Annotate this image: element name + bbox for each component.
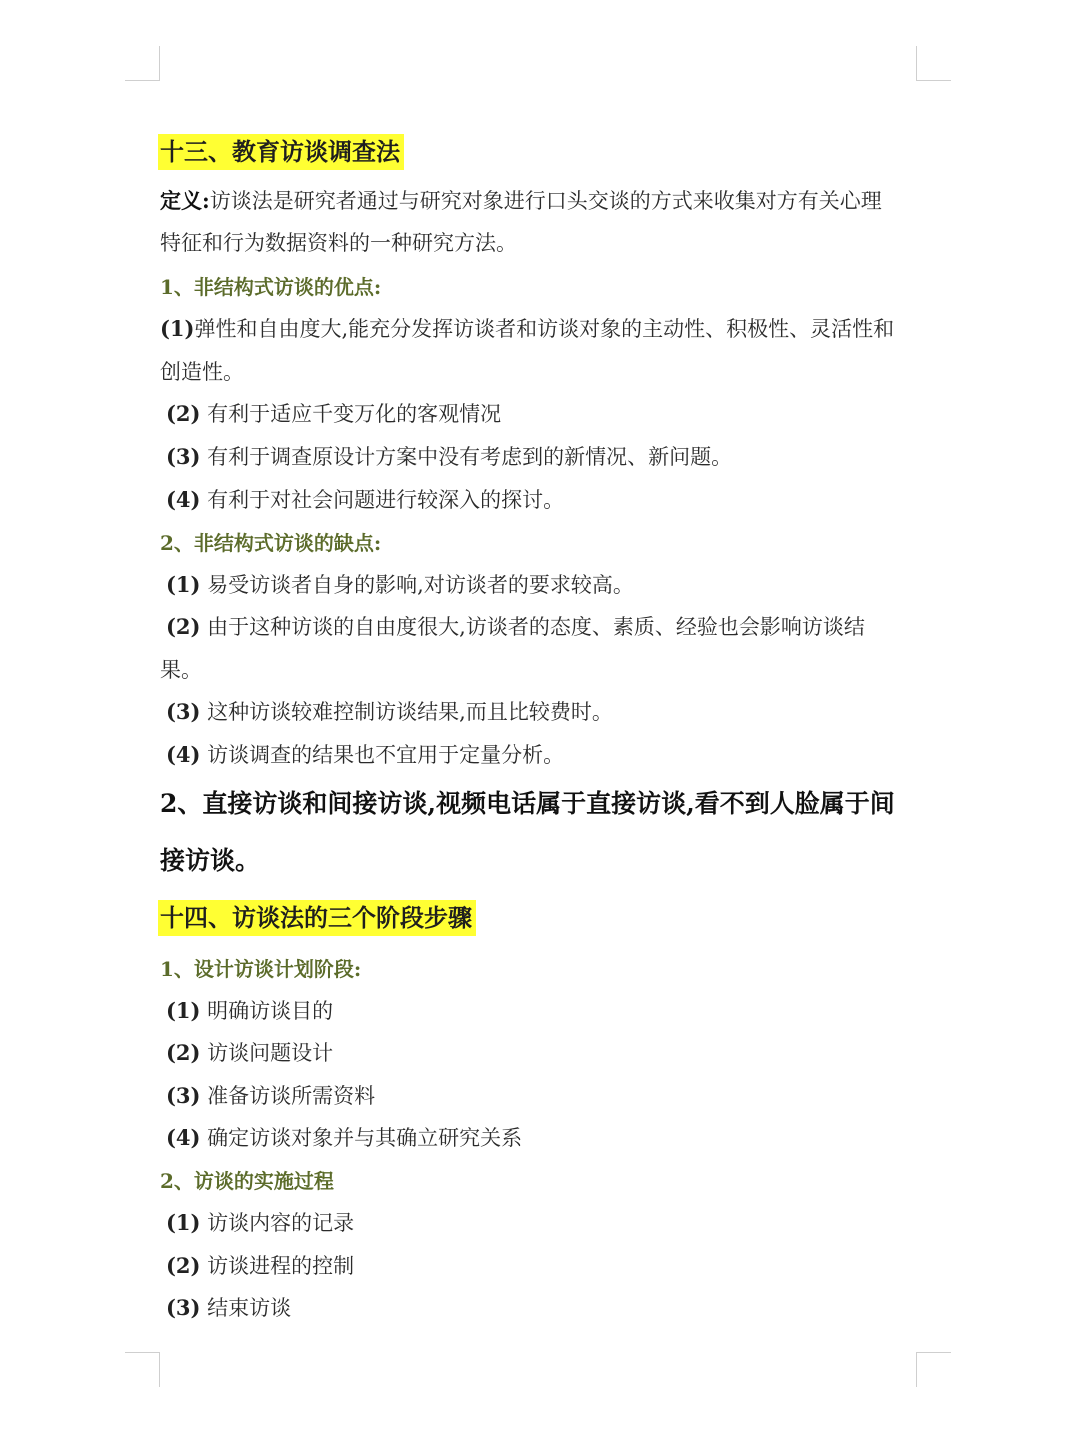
- disadvantage-3-number: (3): [166, 699, 201, 724]
- implementation-step-2: [166, 1251, 354, 1281]
- disadvantage-2-line-2: 果。: [160, 658, 202, 682]
- advantages-heading: 1、非结构式访谈的优点:: [160, 275, 382, 299]
- implementation-step-2-text: 访谈进程的控制: [207, 1254, 355, 1278]
- implementation-step-3-text: 结束访谈: [207, 1296, 292, 1320]
- planning-step-2: [166, 1038, 333, 1068]
- disadvantage-2-line-1: [166, 612, 865, 642]
- advantage-3-number: (3): [166, 444, 201, 469]
- definition-line-1: [160, 186, 882, 216]
- note-line-2: 接访谈。: [160, 846, 261, 875]
- definition-text-1: 访谈法是研究者通过与研究对象进行口头交谈的方式来收集对方有关心理: [209, 189, 882, 213]
- planning-step-1-text: 明确访谈目的: [207, 999, 334, 1023]
- planning-step-4: [166, 1123, 522, 1153]
- disadvantage-1-number: (1): [166, 572, 201, 597]
- advantage-2-text: 有利于适应千变万化的客观情况: [207, 402, 502, 426]
- planning-step-2-text: 访谈问题设计: [207, 1041, 334, 1065]
- implementation-step-3-number: (3): [166, 1295, 201, 1320]
- crop-mark-top-left: [125, 46, 160, 81]
- planning-step-3: [166, 1081, 375, 1111]
- implementation-step-2-number: (2): [166, 1253, 201, 1278]
- note-line-1: 2、直接访谈和间接访谈,视频电话属于直接访谈,看不到人脸属于间: [160, 789, 895, 818]
- definition-line-2: 特征和行为数据资料的一种研究方法。: [160, 231, 517, 255]
- planning-step-3-number: (3): [166, 1083, 201, 1108]
- planning-step-1-number: (1): [166, 998, 201, 1023]
- disadvantage-4-text: 访谈调查的结果也不宜用于定量分析。: [207, 743, 565, 767]
- disadvantage-2-text: 由于这种访谈的自由度很大,访谈者的态度、素质、经验也会影响访谈结: [207, 615, 865, 639]
- planning-step-1: [166, 996, 333, 1026]
- implementation-step-1: [166, 1208, 354, 1238]
- implementation-step-1-text: 访谈内容的记录: [207, 1211, 355, 1235]
- advantage-1-number: (1): [160, 316, 195, 341]
- planning-heading: 1、设计访谈计划阶段:: [160, 957, 362, 981]
- planning-step-4-number: (4): [166, 1125, 201, 1150]
- disadvantage-4-number: (4): [166, 742, 201, 767]
- crop-mark-bottom-left: [125, 1352, 160, 1387]
- section-14-title: 十四、访谈法的三个阶段步骤: [158, 900, 476, 936]
- advantage-3: [166, 442, 732, 472]
- advantage-2: [166, 399, 501, 429]
- disadvantage-1: [166, 570, 634, 600]
- crop-mark-bottom-right: [916, 1352, 951, 1387]
- crop-mark-top-right: [916, 46, 951, 81]
- definition-label: 定义:: [160, 188, 210, 213]
- planning-step-2-number: (2): [166, 1040, 201, 1065]
- disadvantages-heading: 2、非结构式访谈的缺点:: [160, 531, 382, 555]
- advantage-3-text: 有利于调查原设计方案中没有考虑到的新情况、新问题。: [207, 445, 733, 469]
- advantage-2-number: (2): [166, 401, 201, 426]
- advantage-4-number: (4): [166, 487, 201, 512]
- disadvantage-3-text: 这种访谈较难控制访谈结果,而且比较费时。: [207, 700, 613, 724]
- advantage-4: [166, 485, 564, 515]
- planning-step-4-text: 确定访谈对象并与其确立研究关系: [207, 1126, 523, 1150]
- implementation-step-1-number: (1): [166, 1210, 201, 1235]
- advantage-4-text: 有利于对社会问题进行较深入的探讨。: [207, 488, 565, 512]
- disadvantage-3: [166, 697, 613, 727]
- advantage-1-line-1: [160, 314, 894, 344]
- implementation-step-3: [166, 1293, 291, 1323]
- implementation-heading: 2、访谈的实施过程: [160, 1169, 334, 1193]
- advantage-1-line-2: 创造性。: [160, 360, 244, 384]
- disadvantage-2-number: (2): [166, 614, 201, 639]
- disadvantage-4: [166, 740, 564, 770]
- disadvantage-1-text: 易受访谈者自身的影响,对访谈者的要求较高。: [207, 573, 634, 597]
- section-13-title: 十三、教育访谈调查法: [158, 134, 404, 170]
- advantage-1-text: 弹性和自由度大,能充分发挥访谈者和访谈对象的主动性、积极性、灵活性和: [194, 317, 895, 341]
- planning-step-3-text: 准备访谈所需资料: [207, 1084, 376, 1108]
